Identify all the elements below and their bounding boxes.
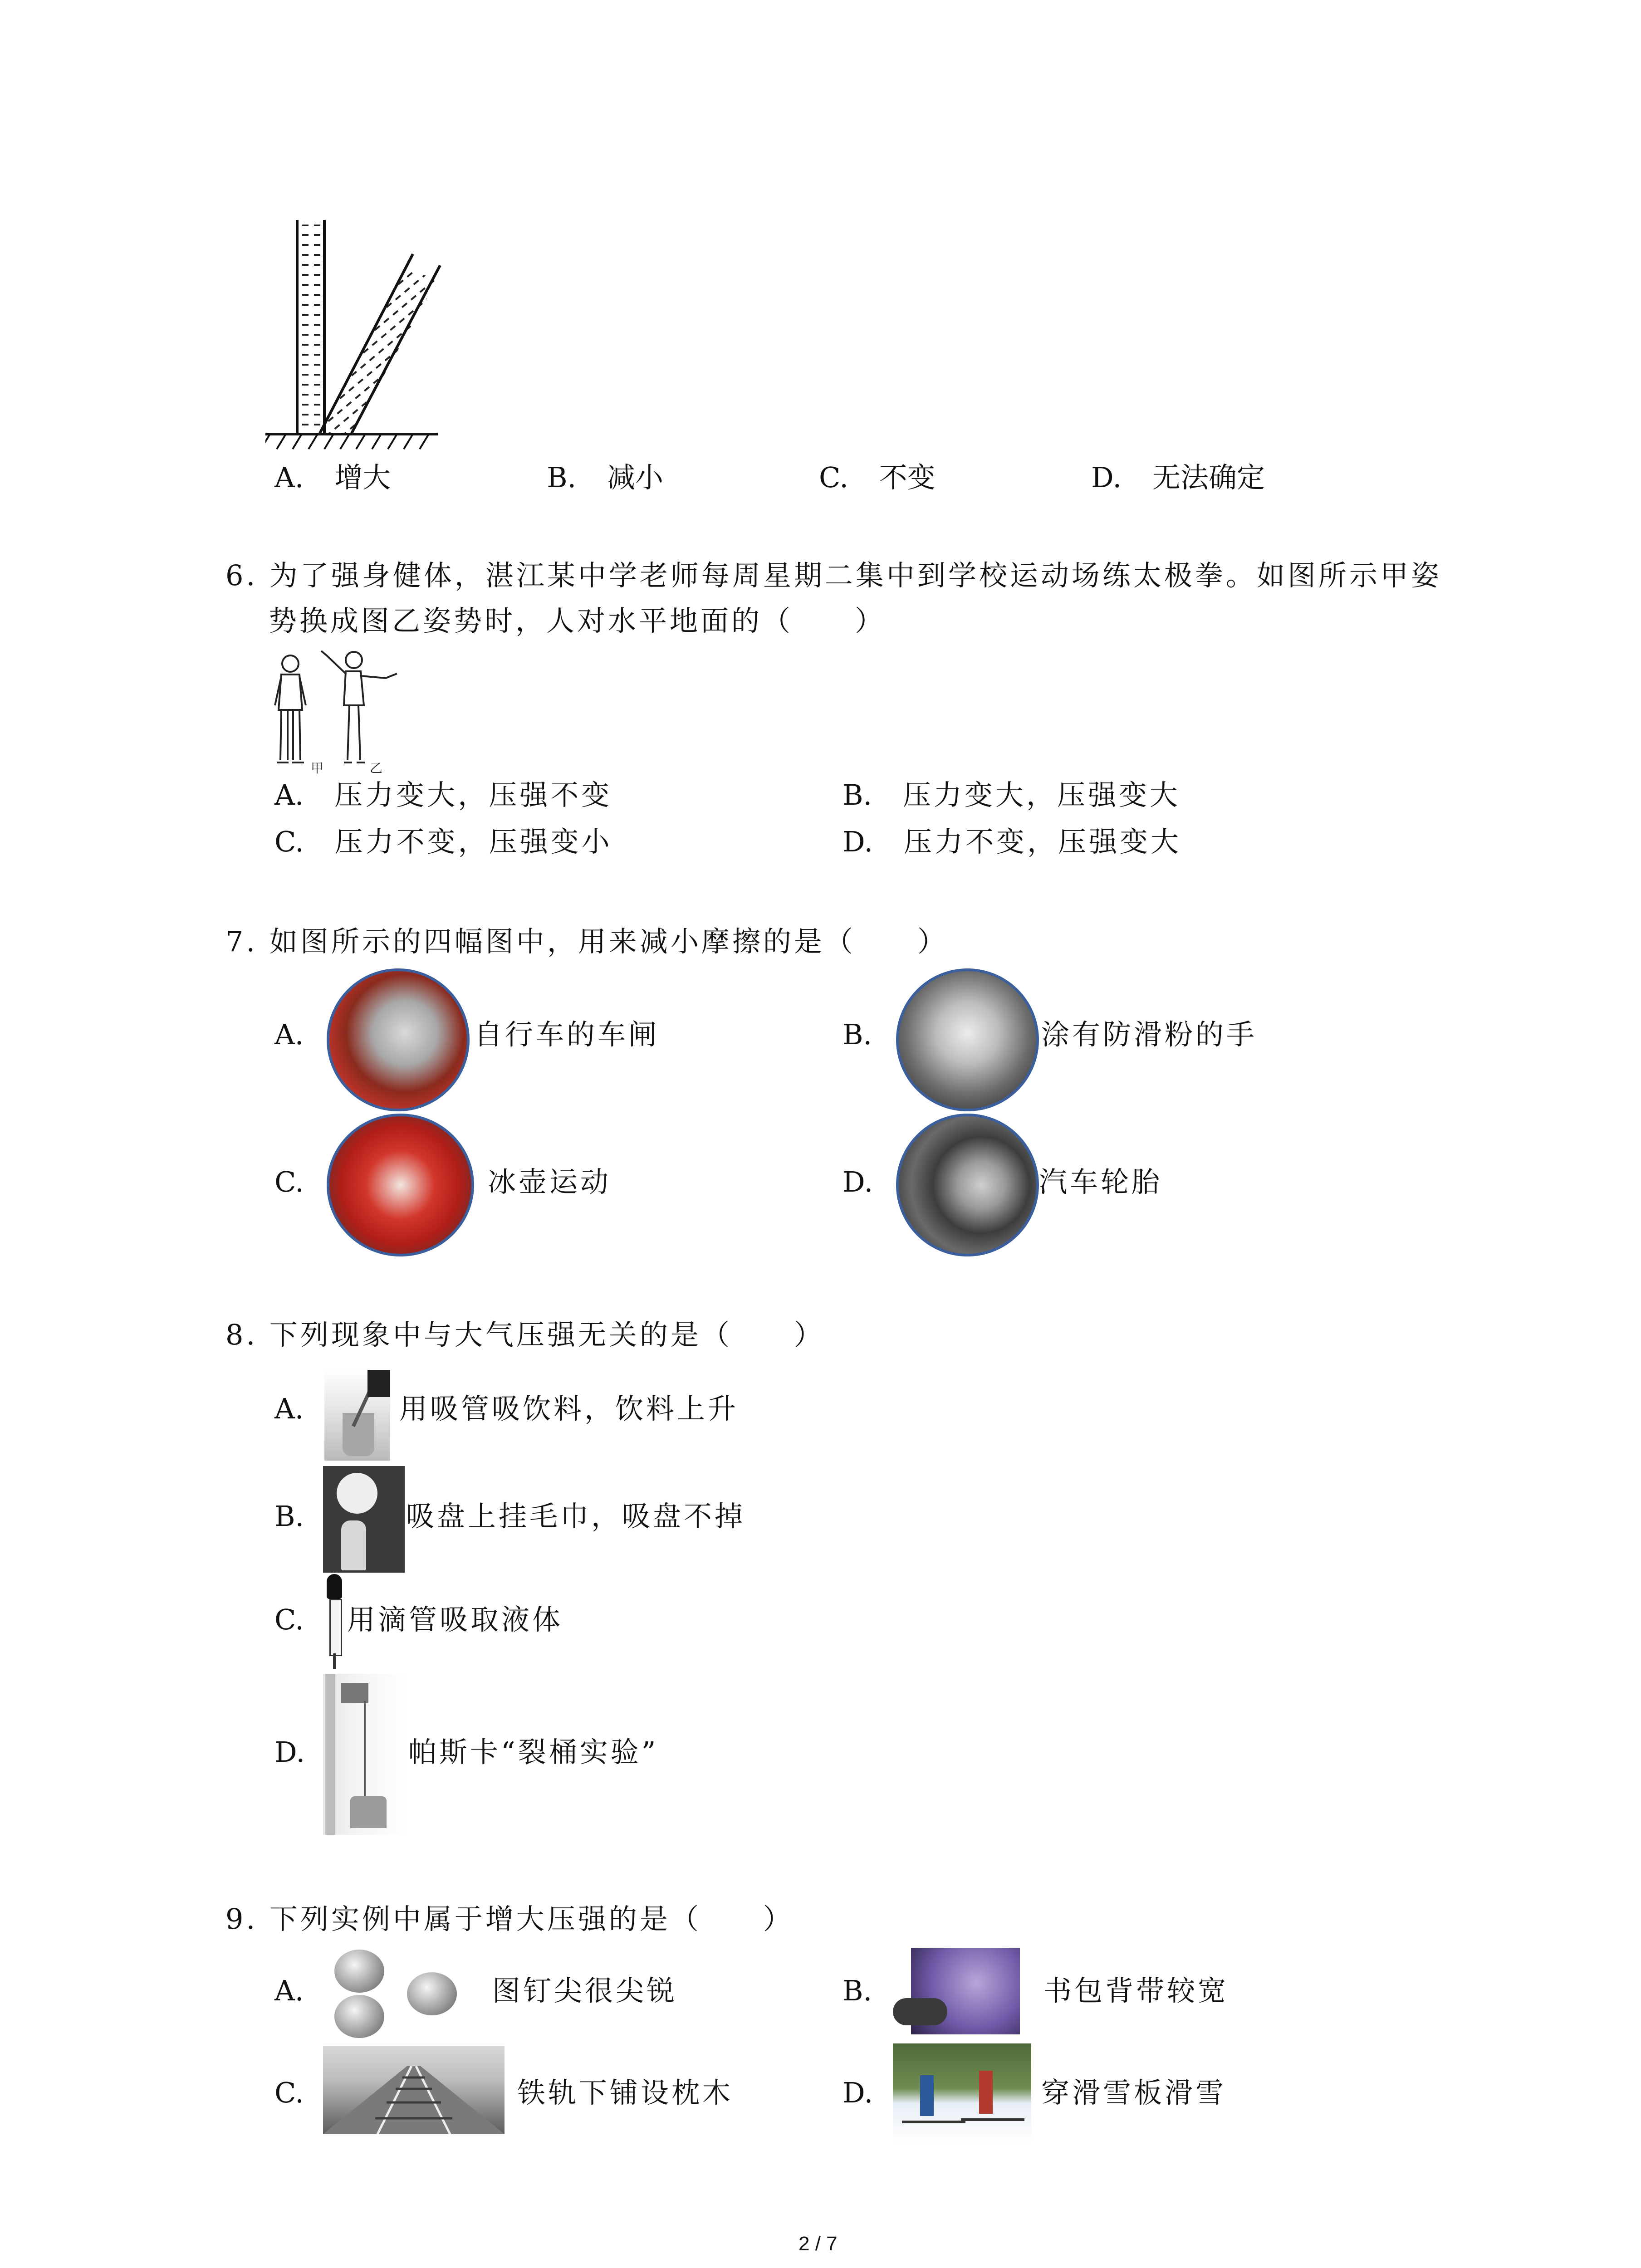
pascal-barrel-image — [323, 1674, 407, 1835]
q5-option-letter: D. — [1091, 461, 1122, 494]
skiing-image — [893, 2043, 1031, 2143]
q8-option-a-letter[interactable]: A. — [274, 1392, 304, 1425]
q7-option-c-letter[interactable]: C. — [274, 1165, 304, 1198]
q6-option-text: 压力不变，压强变大 — [903, 825, 1181, 858]
q5-option-text: 不变 — [879, 461, 936, 494]
curling-image — [327, 1114, 474, 1256]
q7-stem: 7. 如图所示的四幅图中，用来减小摩擦的是（ ） — [225, 925, 948, 958]
q5-option-text: 增大 — [334, 461, 391, 494]
q7-option-a-letter[interactable]: A. — [274, 1018, 304, 1051]
q7-option-c-text: 冰壶运动 — [488, 1165, 612, 1198]
taichi-label-jia: 甲 — [311, 761, 324, 776]
railway-track-image — [323, 2046, 505, 2134]
q7-option-d-text: 汽车轮胎 — [1039, 1165, 1163, 1198]
q9-option-a-letter[interactable]: A. — [274, 1974, 304, 2007]
suction-cup-image — [323, 1466, 405, 1573]
q9-option-b-text: 书包背带较宽 — [1043, 1974, 1229, 2007]
page-number: 2 / 7 — [798, 2233, 838, 2255]
q7-option-b-text: 涂有防滑粉的手 — [1041, 1018, 1258, 1051]
q5-option-text: 减小 — [607, 461, 664, 494]
taichi-figure — [268, 646, 404, 776]
q9-option-d-letter[interactable]: D. — [843, 2076, 873, 2109]
q5-option-a[interactable] — [274, 461, 391, 494]
q8-option-d-text: 帕斯卡“裂桶实验” — [408, 1735, 659, 1769]
q6-option-d[interactable] — [843, 825, 1181, 858]
q8-option-c-text: 用滴管吸取液体 — [347, 1603, 563, 1636]
q8-option-b-letter[interactable]: B. — [274, 1500, 304, 1533]
q5-option-d[interactable] — [1091, 461, 1265, 494]
q8-option-b-text: 吸盘上挂毛巾，吸盘不掉 — [406, 1500, 746, 1533]
q9-option-a-text: 图钉尖很尖锐 — [492, 1974, 678, 2007]
q5-option-b[interactable] — [547, 461, 664, 494]
q6-option-c[interactable] — [274, 825, 612, 858]
bicycle-brake-image — [327, 968, 470, 1111]
q6-option-text: 压力不变，压强变小 — [334, 825, 612, 858]
q6-option-letter: C. — [274, 825, 304, 858]
q6-option-letter: B. — [843, 778, 872, 811]
q6-option-a[interactable] — [274, 778, 612, 811]
q6-option-text: 压力变大，压强变大 — [903, 778, 1181, 811]
q9-option-b-letter[interactable]: B. — [843, 1974, 872, 2007]
q9-option-d-text: 穿滑雪板滑雪 — [1041, 2076, 1227, 2109]
q5-option-letter: C. — [819, 461, 848, 494]
q5-option-letter: A. — [274, 461, 304, 494]
q6-option-letter: D. — [843, 825, 873, 858]
q6-stem-line1: 6. 为了强身健体，湛江某中学老师每周星期二集中到学校运动场练太极拳。如图所示甲姿 — [225, 559, 1442, 592]
q8-option-a-text: 用吸管吸饮料，饮料上升 — [399, 1392, 739, 1425]
tubes-figure — [265, 220, 447, 456]
q5-option-text: 无法确定 — [1152, 461, 1265, 494]
q5-option-c[interactable] — [819, 461, 936, 494]
q7-option-d-letter[interactable]: D. — [843, 1165, 873, 1198]
backpack-image — [893, 1939, 1031, 2046]
dropper-image — [323, 1574, 346, 1669]
q6-stem-line2: 势换成图乙姿势时，人对水平地面的（ ） — [269, 604, 886, 637]
taichi-label-yi: 乙 — [370, 761, 383, 776]
q6-option-text: 压力变大，压强不变 — [334, 778, 612, 811]
thumbtack-image — [323, 1943, 484, 2043]
q9-option-c-text: 铁轨下铺设枕木 — [517, 2076, 734, 2109]
q6-option-letter: A. — [274, 778, 304, 811]
q9-stem: 9. 下列实例中属于增大压强的是（ ） — [225, 1902, 794, 1936]
hand-grip-image — [896, 968, 1039, 1111]
q7-option-b-letter[interactable]: B. — [843, 1018, 872, 1051]
car-tire-image — [896, 1114, 1039, 1256]
q5-option-letter: B. — [547, 461, 577, 494]
straw-drink-image — [324, 1370, 390, 1461]
q6-option-b[interactable] — [843, 778, 1181, 811]
q8-option-d-letter[interactable]: D. — [274, 1735, 305, 1769]
q9-option-c-letter[interactable]: C. — [274, 2076, 304, 2109]
q8-stem: 8. 下列现象中与大气压强无关的是（ ） — [225, 1318, 825, 1351]
q7-option-a-text: 自行车的车闸 — [474, 1018, 660, 1051]
q8-option-c-letter[interactable]: C. — [274, 1603, 304, 1636]
